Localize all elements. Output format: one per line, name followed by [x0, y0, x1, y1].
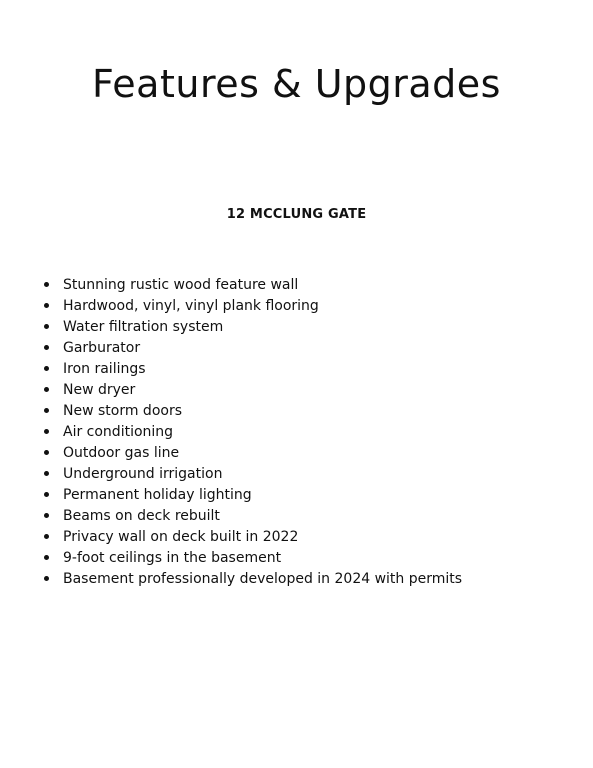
bullet-icon [44, 324, 49, 329]
bullet-icon [44, 471, 49, 476]
feature-text: Beams on deck rebuilt [63, 507, 220, 524]
feature-text: Water filtration system [63, 318, 224, 335]
list-item [44, 274, 574, 295]
bullet-icon [44, 387, 49, 392]
features-list [44, 274, 574, 589]
list-item [44, 400, 574, 421]
list-item [44, 526, 574, 547]
bullet-icon [44, 408, 49, 413]
feature-text: Air conditioning [63, 423, 174, 440]
feature-text: 9-foot ceilings in the basement [63, 549, 282, 566]
feature-text: Basement professionally developed in 2024 with permits [63, 570, 463, 587]
feature-text: Garburator [63, 339, 141, 356]
feature-text: Outdoor gas line [63, 444, 180, 461]
feature-text: Hardwood, vinyl, vinyl plank flooring [63, 297, 319, 314]
feature-text: Permanent holiday lighting [63, 486, 252, 503]
property-address: 12 MCCLUNG GATE [226, 207, 367, 222]
list-item [44, 316, 574, 337]
list-item [44, 358, 574, 379]
bullet-icon [44, 513, 49, 518]
list-item [44, 568, 574, 589]
bullet-icon [44, 429, 49, 434]
list-item [44, 505, 574, 526]
list-item [44, 484, 574, 505]
page-title: Features & Upgrades [92, 62, 501, 106]
list-item [44, 442, 574, 463]
bullet-icon [44, 555, 49, 560]
bullet-icon [44, 492, 49, 497]
bullet-icon [44, 576, 49, 581]
bullet-icon [44, 303, 49, 308]
bullet-icon [44, 450, 49, 455]
feature-text: Iron railings [63, 360, 146, 377]
list-item [44, 463, 574, 484]
list-item [44, 295, 574, 316]
bullet-icon [44, 534, 49, 539]
feature-text: New dryer [63, 381, 136, 398]
feature-text: New storm doors [63, 402, 182, 419]
list-item [44, 421, 574, 442]
bullet-icon [44, 282, 49, 287]
feature-text: Underground irrigation [63, 465, 223, 482]
feature-text: Stunning rustic wood feature wall [63, 276, 299, 293]
list-item [44, 337, 574, 358]
bullet-icon [44, 345, 49, 350]
list-item [44, 379, 574, 400]
bullet-icon [44, 366, 49, 371]
list-item [44, 547, 574, 568]
feature-text: Privacy wall on deck built in 2022 [63, 528, 299, 545]
